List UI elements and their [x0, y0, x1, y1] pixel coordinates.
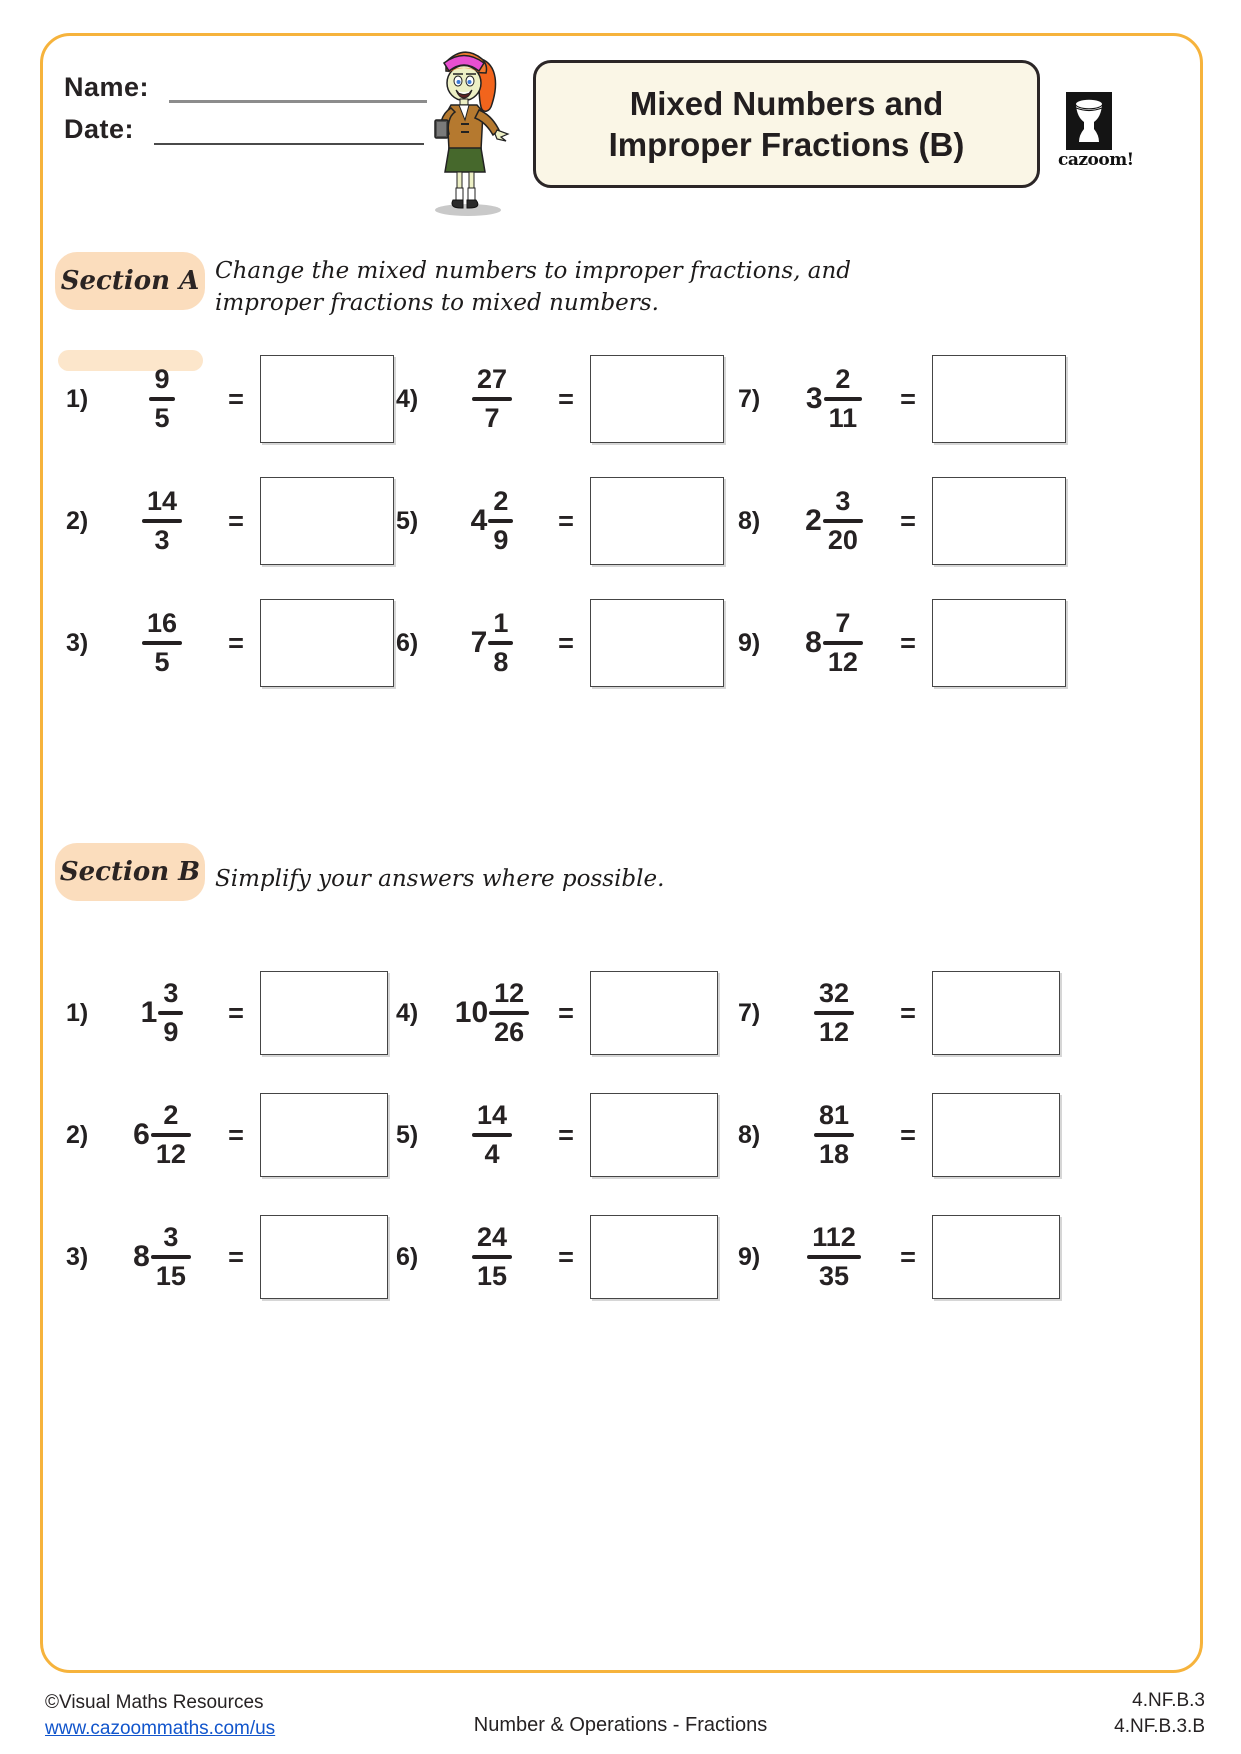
fraction-expression	[788, 366, 884, 432]
name-write-line[interactable]	[169, 73, 427, 103]
equals-sign: =	[900, 1119, 916, 1150]
date-field-row	[64, 114, 424, 145]
equals-sign: =	[558, 505, 574, 536]
fraction	[151, 1102, 191, 1168]
denominator: 5	[154, 646, 170, 677]
equals-sign: =	[558, 383, 574, 414]
worksheet-title-box	[533, 60, 1040, 188]
fraction	[149, 366, 174, 432]
answer-box-b6[interactable]	[590, 1215, 718, 1299]
problem-a4	[396, 338, 738, 460]
denominator: 12	[155, 1138, 186, 1169]
fraction	[151, 1224, 191, 1290]
problem-b4	[396, 952, 738, 1074]
equals-sign: =	[228, 383, 244, 414]
fraction-expression	[788, 1102, 884, 1168]
equals-sign: =	[900, 997, 916, 1028]
section-a-problems-grid	[66, 338, 1151, 704]
denominator: 4	[484, 1138, 500, 1169]
answer-box-b1[interactable]	[260, 971, 388, 1055]
numerator: 9	[154, 364, 170, 395]
fraction-expression	[116, 610, 212, 676]
numerator: 3	[163, 1222, 179, 1253]
problem-b1	[66, 952, 396, 1074]
numerator: 14	[476, 1100, 508, 1131]
problem-number: 8)	[738, 1120, 761, 1149]
denominator: 12	[818, 1016, 850, 1047]
denominator: 9	[163, 1016, 179, 1047]
problem-number: 4)	[396, 384, 419, 413]
fraction	[158, 980, 183, 1046]
whole-number: 4	[470, 504, 488, 537]
equals-sign: =	[558, 627, 574, 658]
cazoom-logo-text: cazoom!	[1058, 150, 1134, 170]
equals-sign: =	[228, 505, 244, 536]
footer-standard-2: 4.NF.B.3.B	[1114, 1715, 1205, 1737]
answer-box-a5[interactable]	[590, 477, 724, 565]
problem-b2	[66, 1074, 396, 1196]
problem-b6	[396, 1196, 738, 1318]
answer-box-a6[interactable]	[590, 599, 724, 687]
problem-number: 7)	[738, 998, 761, 1027]
problem-b3	[66, 1196, 396, 1318]
whole-number: 2	[805, 504, 822, 537]
equals-sign: =	[900, 627, 916, 658]
fraction-expression	[446, 980, 542, 1046]
fraction-expression	[116, 1224, 212, 1290]
equals-sign: =	[228, 997, 244, 1028]
numerator: 2	[493, 486, 509, 517]
problem-number: 1)	[66, 384, 89, 413]
numerator: 7	[835, 608, 851, 639]
worksheet-title-line2: Improper Fractions (B)	[608, 126, 965, 163]
problem-a8	[738, 460, 1151, 582]
numerator: 3	[835, 486, 851, 517]
fraction-expression	[788, 488, 884, 554]
fraction-expression	[116, 1102, 212, 1168]
whole-number: 6	[133, 1118, 150, 1151]
fraction-expression	[446, 366, 542, 432]
footer-copyright: ©Visual Maths Resources	[45, 1692, 264, 1713]
footer-url-link[interactable]: www.cazoommaths.com/us	[45, 1717, 276, 1739]
denominator: 9	[493, 524, 509, 555]
numerator: 24	[476, 1222, 508, 1253]
problem-a7	[738, 338, 1151, 460]
numerator: 2	[835, 364, 851, 395]
numerator: 112	[812, 1222, 856, 1253]
answer-box-b4[interactable]	[590, 971, 718, 1055]
numerator: 16	[146, 608, 178, 639]
fraction	[488, 488, 513, 554]
equals-sign: =	[228, 1241, 244, 1272]
equals-sign: =	[900, 1241, 916, 1272]
problem-number: 8)	[738, 506, 761, 535]
worksheet-title-line1: Mixed Numbers and	[629, 84, 944, 122]
problem-b5	[396, 1074, 738, 1196]
section-a-header	[55, 252, 205, 310]
fraction	[142, 488, 182, 554]
equals-sign: =	[558, 997, 574, 1028]
numerator: 81	[818, 1100, 850, 1131]
problem-number: 9)	[738, 1242, 761, 1271]
equals-sign: =	[558, 1119, 574, 1150]
footer-standards	[1114, 1688, 1205, 1739]
problem-b8	[738, 1074, 1151, 1196]
fraction	[814, 980, 854, 1046]
answer-box-b9[interactable]	[932, 1215, 1060, 1299]
problem-number: 4)	[396, 998, 419, 1027]
answer-box-a4[interactable]	[590, 355, 724, 443]
numerator: 2	[163, 1100, 179, 1131]
problem-number: 2)	[66, 1120, 89, 1149]
fraction	[823, 488, 863, 554]
denominator: 20	[827, 524, 858, 555]
problem-number: 1)	[66, 998, 89, 1027]
denominator: 15	[476, 1260, 508, 1291]
denominator: 18	[818, 1138, 850, 1169]
fraction-expression	[788, 1224, 884, 1290]
problem-number: 6)	[396, 628, 419, 657]
problem-number: 6)	[396, 1242, 419, 1271]
fraction	[472, 1224, 512, 1290]
date-write-line[interactable]	[154, 115, 424, 145]
fraction	[142, 610, 182, 676]
answer-box-a7[interactable]	[932, 355, 1066, 443]
answer-box-b7[interactable]	[932, 971, 1060, 1055]
numerator: 27	[476, 364, 508, 395]
problem-a5	[396, 460, 738, 582]
problem-a6	[396, 582, 738, 704]
problem-number: 7)	[738, 384, 761, 413]
name-label: Name:	[64, 72, 150, 102]
problem-b9	[738, 1196, 1151, 1318]
fraction-expression	[788, 980, 884, 1046]
section-a-label: Section A	[60, 266, 200, 296]
answer-box-b3[interactable]	[260, 1215, 388, 1299]
fraction-expression	[116, 366, 212, 432]
fraction	[489, 980, 529, 1046]
section-b-problems-grid	[66, 952, 1151, 1318]
numerator: 12	[494, 978, 525, 1009]
fraction-expression	[116, 488, 212, 554]
footer-topic: Number & Operations - Fractions	[473, 1714, 768, 1736]
answer-box-a1[interactable]	[260, 355, 394, 443]
problem-a3	[66, 582, 396, 704]
denominator: 15	[155, 1260, 186, 1291]
name-field-row	[64, 72, 427, 103]
equals-sign: =	[228, 1119, 244, 1150]
denominator: 26	[494, 1016, 525, 1047]
problem-a2	[66, 460, 396, 582]
whole-number: 8	[805, 626, 822, 659]
answer-box-a3[interactable]	[260, 599, 394, 687]
problem-number: 3)	[66, 1242, 89, 1271]
denominator: 8	[493, 646, 509, 677]
denominator: 3	[154, 524, 170, 555]
djembe-drum-icon	[1066, 92, 1112, 150]
problem-number: 5)	[396, 506, 419, 535]
answer-box-a8[interactable]	[932, 477, 1066, 565]
problem-number: 9)	[738, 628, 761, 657]
fraction	[824, 366, 863, 432]
fraction	[488, 610, 513, 676]
fraction-expression	[788, 610, 884, 676]
whole-number: 1	[140, 996, 158, 1029]
footer-standard-1: 4.NF.B.3	[1132, 1690, 1205, 1711]
whole-number: 10	[454, 996, 489, 1029]
fraction-expression	[116, 980, 212, 1046]
problem-a1	[66, 338, 396, 460]
student-cartoon-image	[416, 40, 514, 223]
numerator: 14	[146, 486, 178, 517]
fraction	[807, 1224, 861, 1290]
answer-box-a2[interactable]	[260, 477, 394, 565]
numerator: 32	[818, 978, 850, 1009]
denominator: 5	[154, 402, 170, 433]
fraction	[472, 1102, 512, 1168]
answer-box-b5[interactable]	[590, 1093, 718, 1177]
fraction-expression	[446, 488, 542, 554]
cazoom-logo	[1058, 92, 1134, 170]
section-b-label: Section B	[59, 857, 201, 887]
equals-sign: =	[900, 505, 916, 536]
numerator: 3	[163, 978, 179, 1009]
section-b-header	[55, 843, 205, 901]
fraction	[814, 1102, 854, 1168]
fraction-expression	[446, 1224, 542, 1290]
problem-number: 5)	[396, 1120, 419, 1149]
answer-box-a9[interactable]	[932, 599, 1066, 687]
denominator: 35	[818, 1260, 850, 1291]
fraction	[823, 610, 863, 676]
problem-b7	[738, 952, 1151, 1074]
fraction-expression	[446, 1102, 542, 1168]
denominator: 7	[484, 402, 500, 433]
equals-sign: =	[228, 627, 244, 658]
problem-number: 2)	[66, 506, 89, 535]
answer-box-b8[interactable]	[932, 1093, 1060, 1177]
problem-number: 3)	[66, 628, 89, 657]
whole-number: 7	[470, 626, 488, 659]
equals-sign: =	[558, 1241, 574, 1272]
denominator: 11	[828, 402, 858, 433]
denominator: 12	[827, 646, 858, 677]
fraction	[472, 366, 512, 432]
section-b-instructions: Simplify your answers where possible.	[215, 866, 665, 892]
section-a-instructions: Change the mixed numbers to improper fractions, and improper fractions to mixed numbers.	[215, 258, 852, 316]
problem-a9	[738, 582, 1151, 704]
whole-number: 3	[805, 382, 823, 415]
date-label: Date:	[64, 114, 135, 144]
numerator: 1	[493, 608, 509, 639]
answer-box-b2[interactable]	[260, 1093, 388, 1177]
fraction-expression	[446, 610, 542, 676]
whole-number: 8	[133, 1240, 150, 1273]
equals-sign: =	[900, 383, 916, 414]
